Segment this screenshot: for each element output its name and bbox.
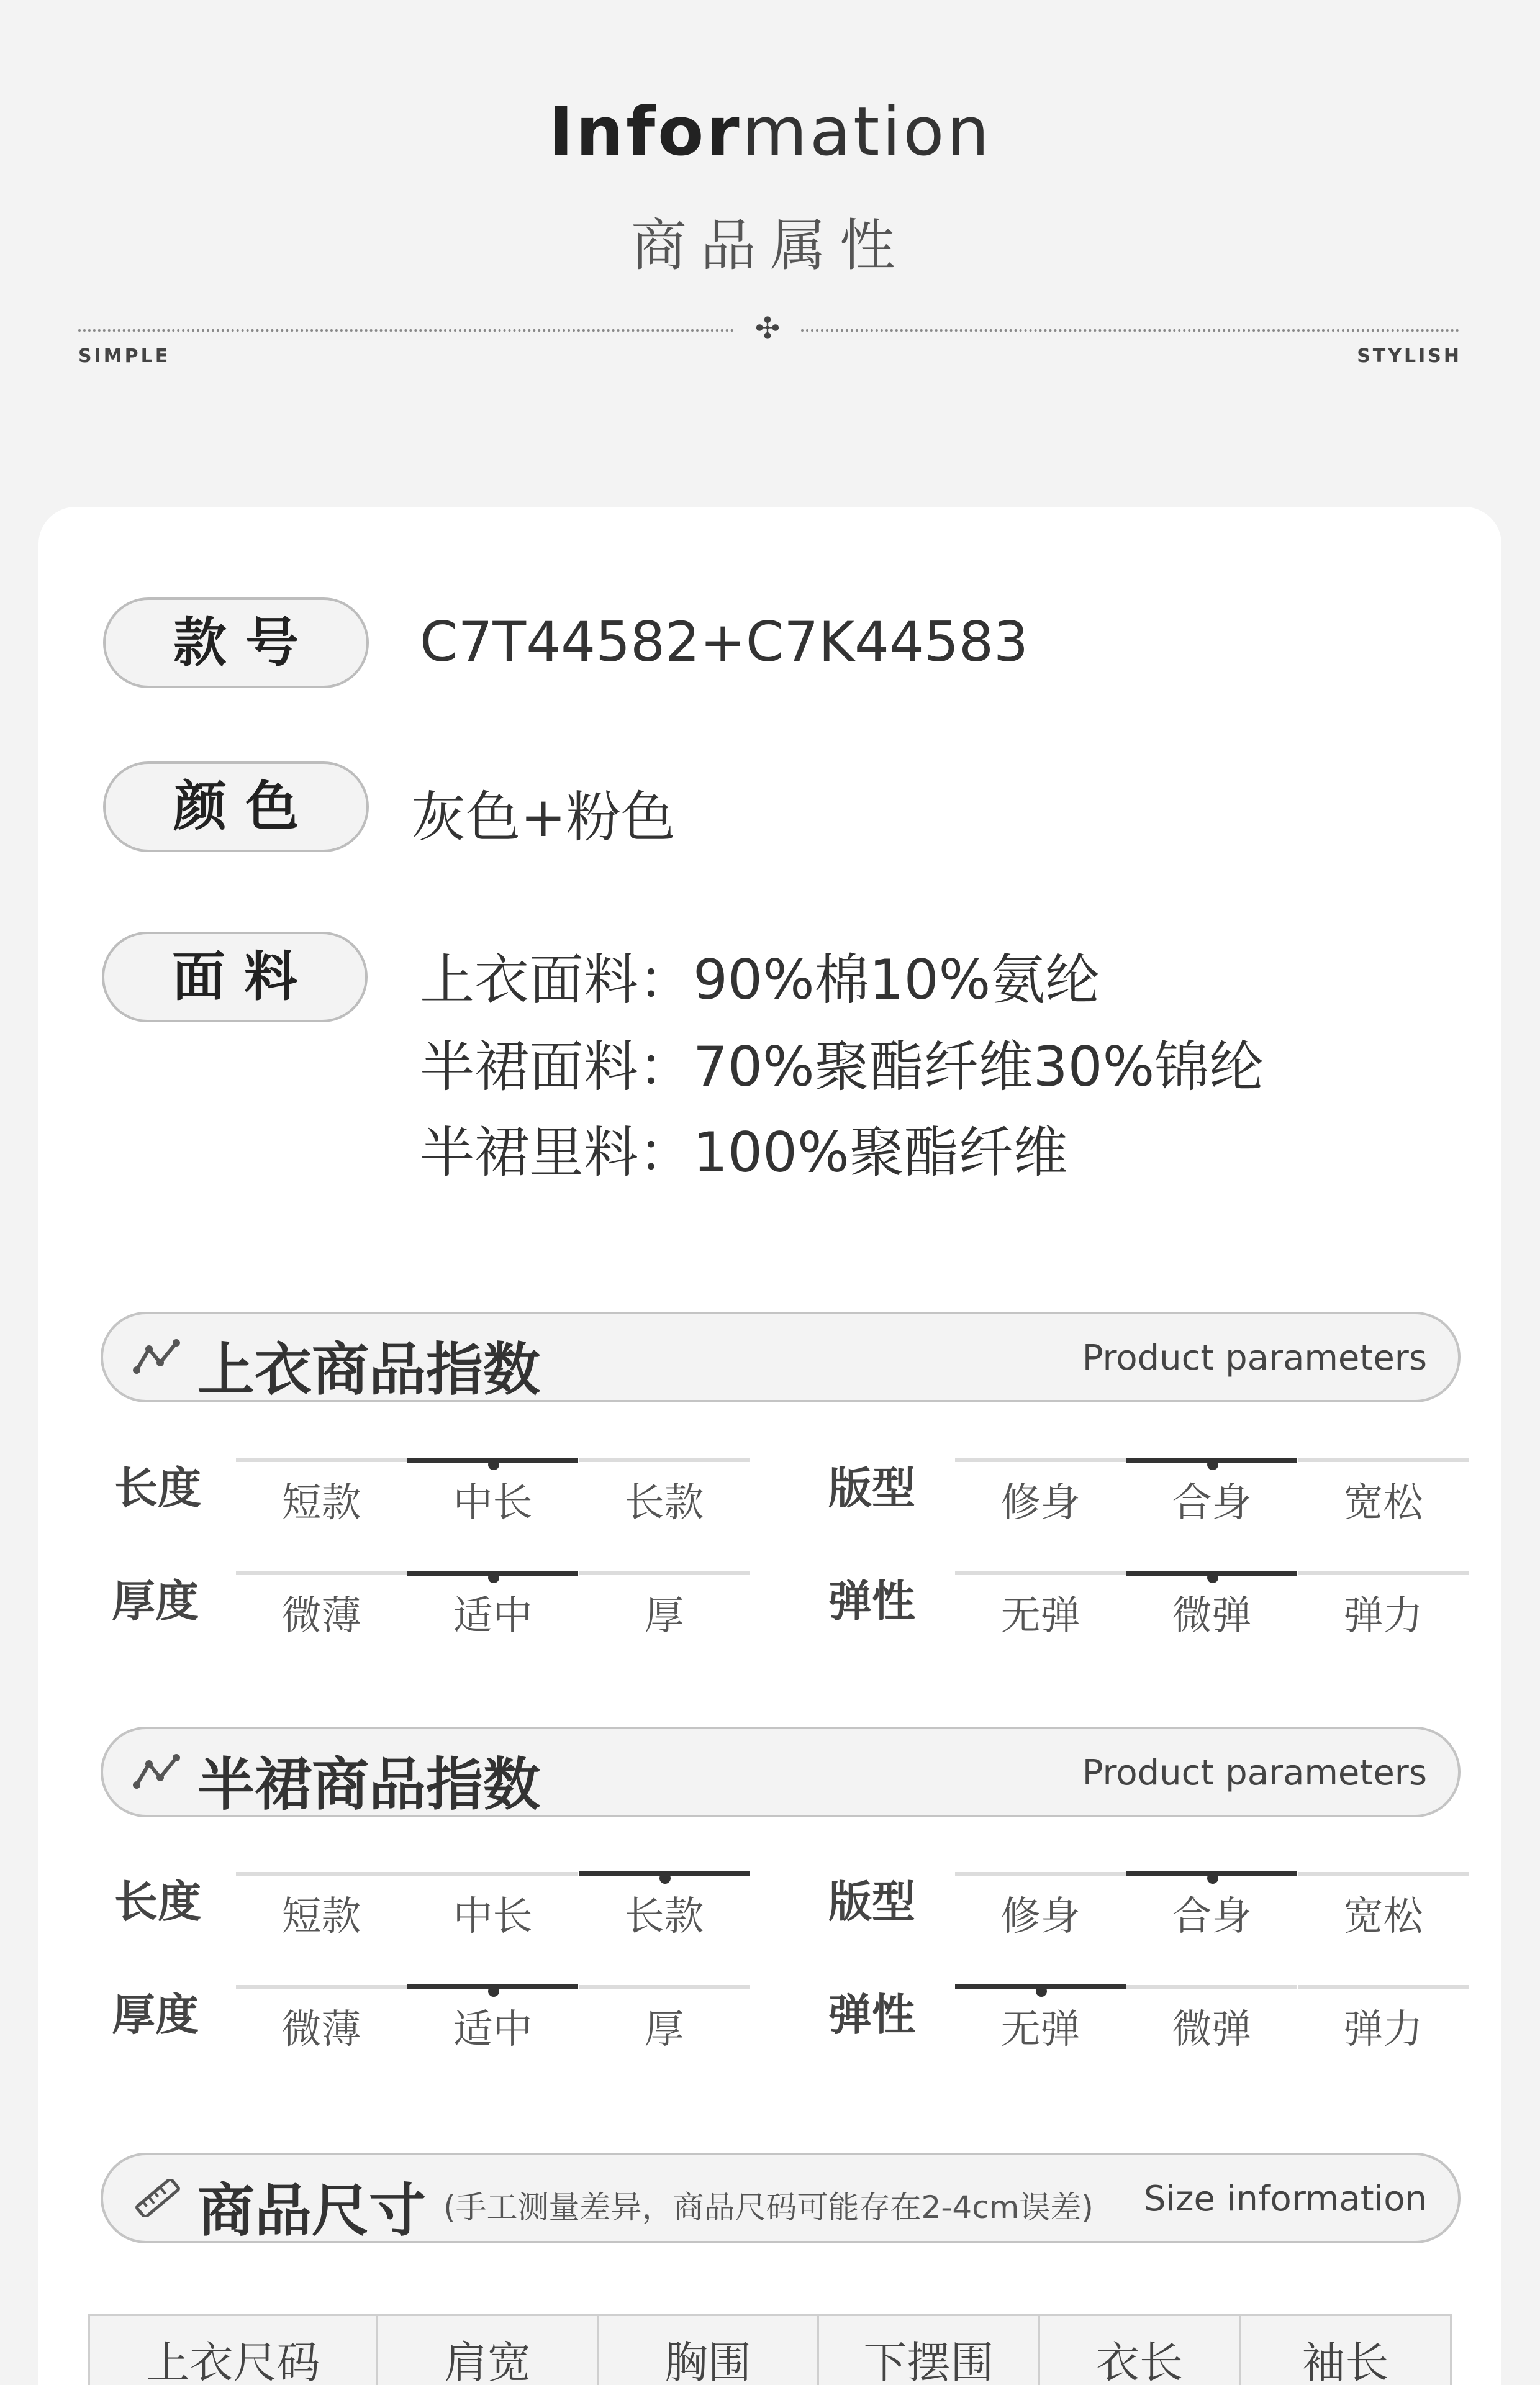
scale-option: 微弹 xyxy=(1172,1593,1252,1639)
scale-track xyxy=(579,1985,750,1989)
top-fit-scale xyxy=(955,1458,1468,1533)
color-value: 灰色+粉色 xyxy=(411,785,676,849)
scale-track xyxy=(1298,1985,1469,1989)
size-table-header xyxy=(88,2314,1452,2385)
scale-option: 长款 xyxy=(624,1480,704,1526)
scale-track xyxy=(1126,1985,1297,1989)
scale-option: 合身 xyxy=(1172,1480,1252,1526)
scale-track xyxy=(407,1872,578,1876)
skirt-index-title: 半裙商品指数 xyxy=(197,1751,541,1818)
scale-marker-selected xyxy=(1126,1871,1297,1876)
fabric-top: 上衣面料：90%棉10%氨纶 xyxy=(420,948,1100,1012)
scale-option: 弹力 xyxy=(1343,1593,1423,1639)
skirt-thickness-scale xyxy=(236,1985,749,2060)
scale-option: 合身 xyxy=(1172,1894,1252,1940)
top-fit-label: 版型 xyxy=(828,1463,915,1514)
scale-track xyxy=(955,1458,1126,1462)
skirt-fit-label: 版型 xyxy=(828,1876,915,1927)
scale-option: 微薄 xyxy=(281,2007,361,2053)
dotted-divider-left xyxy=(78,329,734,332)
scale-track xyxy=(579,1571,750,1575)
scale-option: 宽松 xyxy=(1343,1894,1423,1940)
top-thickness-scale xyxy=(236,1571,749,1646)
scale-track xyxy=(236,1872,407,1876)
size-title: 商品尺寸 xyxy=(197,2178,427,2244)
skirt-index-en: Product parameters xyxy=(1082,1753,1427,1793)
size-en: Size information xyxy=(1144,2179,1427,2219)
scale-marker-selected xyxy=(1126,1458,1297,1463)
scale-track xyxy=(579,1458,750,1462)
scale-option: 长款 xyxy=(624,1894,704,1940)
size-note: (手工测量差异，商品尺码可能存在2-4cm误差) xyxy=(443,2189,1094,2225)
top-index-title: 上衣商品指数 xyxy=(197,1337,541,1403)
fabric-label: 面料 xyxy=(102,932,368,1022)
scale-track xyxy=(236,1985,407,1989)
scale-track xyxy=(1298,1571,1469,1575)
skirt-index-header xyxy=(101,1727,1461,1817)
ruler-icon xyxy=(133,2179,183,2217)
skirt-thickness-label: 厚度 xyxy=(112,1989,199,2040)
simple-tag: SIMPLE xyxy=(78,345,171,367)
scale-track xyxy=(1298,1872,1469,1876)
scale-marker-selected xyxy=(407,1571,578,1576)
scale-option: 适中 xyxy=(453,1593,533,1639)
scale-marker-selected xyxy=(407,1458,578,1463)
scale-option: 厚 xyxy=(644,1593,684,1639)
scale-option: 短款 xyxy=(281,1480,361,1526)
scale-track xyxy=(236,1458,407,1462)
top-index-header xyxy=(101,1312,1461,1402)
table-header-cell: 上衣尺码 xyxy=(90,2316,378,2385)
scale-option: 修身 xyxy=(1000,1894,1080,1940)
style-number-label: 款号 xyxy=(103,597,369,688)
page-title: Information xyxy=(548,93,992,171)
fabric-skirt-lining: 半裙里料：100%聚酯纤维 xyxy=(420,1120,1068,1184)
scale-marker-selected xyxy=(955,1984,1126,1989)
scale-option: 宽松 xyxy=(1343,1480,1423,1526)
dotted-divider-right xyxy=(801,329,1459,332)
scale-option: 修身 xyxy=(1000,1480,1080,1526)
skirt-fit-scale xyxy=(955,1872,1468,1947)
table-header-cell: 衣长 xyxy=(1040,2316,1241,2385)
page-subtitle: 商品属性 xyxy=(631,213,909,278)
top-elasticity-scale xyxy=(955,1571,1468,1646)
scale-marker-selected xyxy=(579,1871,750,1876)
scale-option: 弹力 xyxy=(1343,2007,1423,2053)
style-number-value: C7T44582+C7K44583 xyxy=(420,610,1028,674)
size-header xyxy=(101,2153,1461,2243)
top-elasticity-label: 弹性 xyxy=(828,1576,915,1627)
scale-marker-selected xyxy=(407,1984,578,1989)
trend-line-icon xyxy=(133,1338,183,1376)
scale-option: 中长 xyxy=(453,1480,533,1526)
skirt-elasticity-scale xyxy=(955,1985,1468,2060)
skirt-length-scale xyxy=(236,1872,749,1947)
scale-option: 短款 xyxy=(281,1894,361,1940)
top-index-en: Product parameters xyxy=(1082,1338,1427,1378)
skirt-length-label: 长度 xyxy=(114,1876,201,1927)
stylish-tag: STYLISH xyxy=(1357,345,1462,367)
top-length-label: 长度 xyxy=(114,1463,201,1514)
move-arrows-icon: ✣ xyxy=(754,311,781,346)
color-label: 颜色 xyxy=(103,761,369,852)
scale-option: 中长 xyxy=(453,1894,533,1940)
scale-option: 微薄 xyxy=(281,1593,361,1639)
scale-option: 厚 xyxy=(644,2007,684,2053)
table-header-cell: 袖长 xyxy=(1302,2337,1389,2385)
top-thickness-label: 厚度 xyxy=(112,1576,199,1627)
scale-track xyxy=(955,1571,1126,1575)
scale-option: 无弹 xyxy=(1000,1593,1080,1639)
skirt-elasticity-label: 弹性 xyxy=(828,1989,915,2040)
scale-track xyxy=(955,1872,1126,1876)
scale-option: 无弹 xyxy=(1000,2007,1080,2053)
table-header-cell: 肩宽 xyxy=(378,2316,599,2385)
scale-option: 适中 xyxy=(453,2007,533,2053)
scale-option: 微弹 xyxy=(1172,2007,1252,2053)
scale-marker-selected xyxy=(1126,1571,1297,1576)
table-header-cell: 胸围 xyxy=(599,2316,819,2385)
scale-track xyxy=(236,1571,407,1575)
top-length-scale xyxy=(236,1458,749,1533)
trend-line-icon xyxy=(133,1753,183,1791)
table-header-cell: 下摆围 xyxy=(819,2316,1040,2385)
fabric-skirt: 半裙面料：70%聚酯纤维30%锦纶 xyxy=(420,1035,1264,1099)
scale-track xyxy=(1298,1458,1469,1462)
